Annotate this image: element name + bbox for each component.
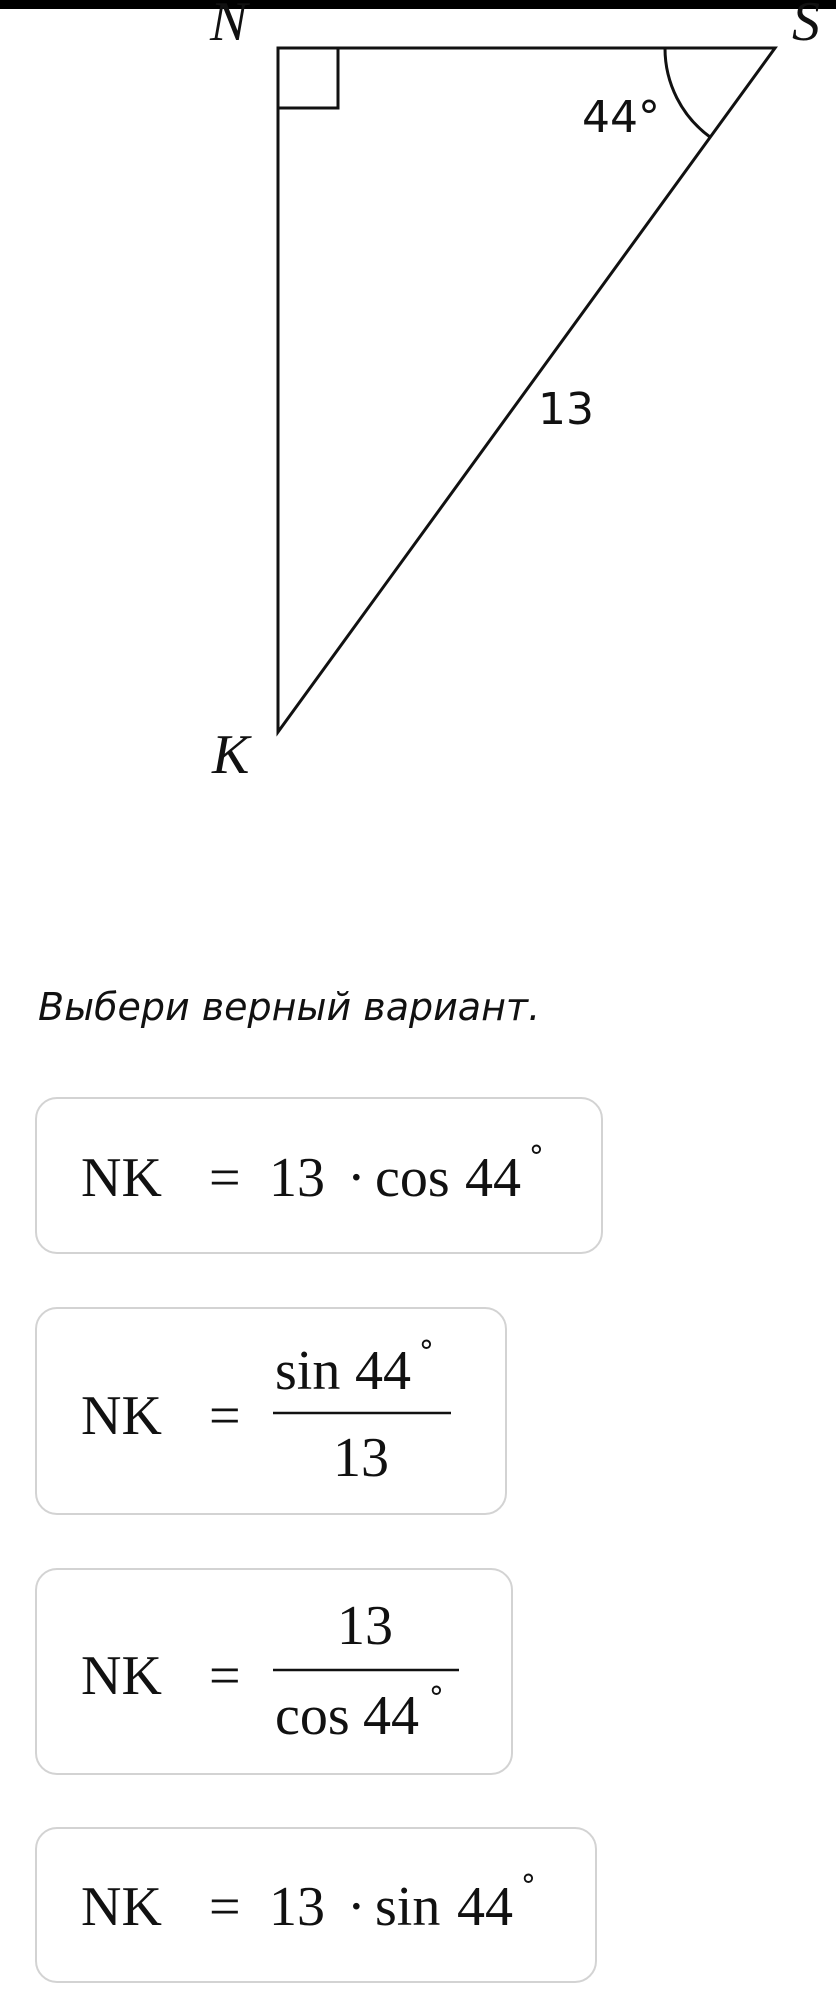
- vertex-label-n: N: [210, 0, 248, 53]
- option-1-degree: ∘: [527, 1133, 546, 1166]
- option-3-denominator-argument: 44: [363, 1685, 419, 1747]
- right-angle-marker: [278, 48, 338, 108]
- vertex-label-k: K: [212, 724, 250, 786]
- question-prompt: Выбери верный вариант.: [38, 985, 541, 1029]
- option-3-lhs: NK: [81, 1645, 162, 1707]
- option-2-numerator-degree: ∘: [417, 1328, 436, 1361]
- option-4-argument: 44: [457, 1876, 513, 1938]
- vertex-label-s: S: [792, 0, 820, 53]
- answer-option-1[interactable]: [35, 1097, 603, 1254]
- option-2-denominator: 13: [333, 1427, 389, 1489]
- option-1-coefficient: 13: [269, 1147, 325, 1209]
- option-2-formula: [37, 1309, 509, 1517]
- answer-option-4[interactable]: [35, 1827, 597, 1983]
- option-3-equals: =: [209, 1645, 241, 1707]
- angle-arc-s: [665, 48, 710, 137]
- option-2-numerator-argument: 44: [355, 1340, 411, 1402]
- option-1-lhs: NK: [81, 1147, 162, 1209]
- right-triangle-diagram: [0, 0, 836, 800]
- option-3-numerator: 13: [337, 1595, 393, 1657]
- option-1-argument: 44: [465, 1147, 521, 1209]
- hypotenuse-label: 13: [538, 384, 594, 435]
- option-2-equals: =: [209, 1385, 241, 1447]
- option-1-function: cos: [375, 1147, 450, 1209]
- option-3-formula: [37, 1570, 515, 1777]
- answer-option-3[interactable]: [35, 1568, 513, 1775]
- option-4-equals: =: [209, 1876, 241, 1938]
- option-3-denominator-function: cos: [275, 1685, 350, 1747]
- option-4-coefficient: 13: [269, 1876, 325, 1938]
- option-4-dot: ·: [347, 1876, 366, 1938]
- option-2-numerator-function: sin: [275, 1340, 341, 1402]
- option-4-lhs: NK: [81, 1876, 162, 1938]
- triangle-nsk: [278, 48, 775, 732]
- option-4-function: sin: [375, 1876, 441, 1938]
- option-3-denominator-degree: ∘: [427, 1674, 446, 1707]
- option-1-formula: [37, 1099, 605, 1256]
- angle-label: 44°: [582, 92, 660, 143]
- answer-option-2[interactable]: [35, 1307, 507, 1515]
- option-2-lhs: NK: [81, 1385, 162, 1447]
- option-4-formula: [37, 1829, 599, 1985]
- option-4-degree: ∘: [519, 1862, 538, 1895]
- option-1-dot: ·: [347, 1147, 366, 1209]
- option-1-equals: =: [209, 1147, 241, 1209]
